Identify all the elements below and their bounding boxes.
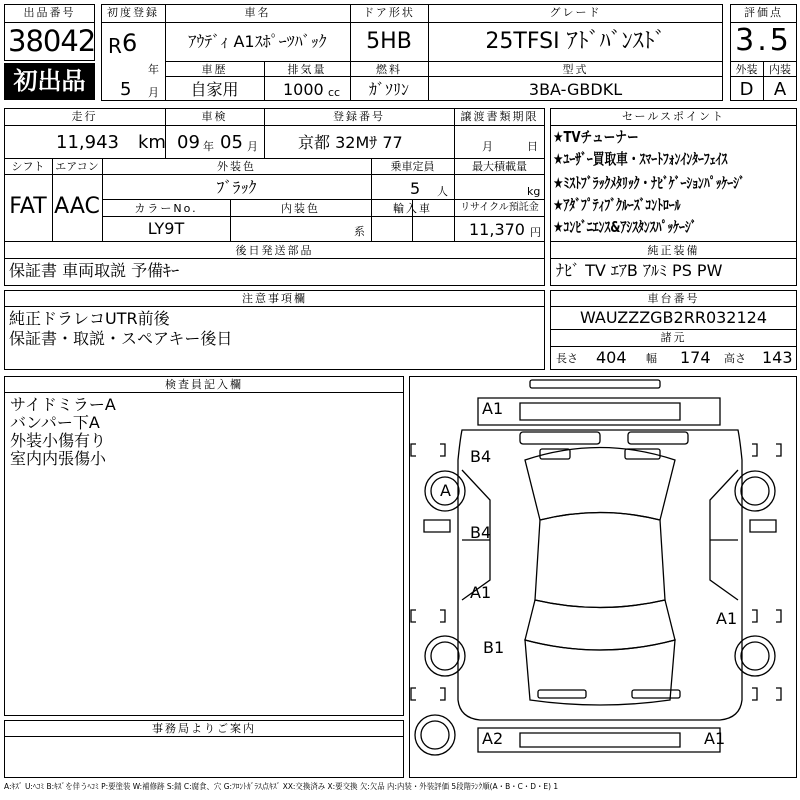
sales-points-label: セールスポイント bbox=[621, 110, 725, 123]
sales-point-item: ★ｺﾝﾋﾞﾆｴﾝｽ&ｱｼｽﾀﾝｽﾊﾟｯｹｰｼﾞ bbox=[553, 218, 697, 236]
inspector-line: サイドミラーA bbox=[10, 395, 116, 414]
exterior-label: 外装 bbox=[735, 63, 758, 76]
inspector-line: 室内内張傷小 bbox=[10, 449, 107, 468]
lot-number: 38042 bbox=[8, 24, 96, 58]
model-code: 3BA-GBDKL bbox=[528, 80, 623, 99]
mileage: 11,943 bbox=[56, 132, 119, 153]
history: 自家用 bbox=[190, 80, 239, 99]
displacement: 1000 bbox=[283, 80, 324, 99]
inspector-label: 検査員記入欄 bbox=[165, 378, 243, 391]
sales-point-item: ★TVチューナー bbox=[553, 128, 639, 146]
transfer-deadline-label: 譲渡書類期限 bbox=[460, 110, 539, 123]
inspection-label: 車検 bbox=[201, 110, 228, 123]
inspector-line: バンパー下A bbox=[10, 413, 100, 432]
first-reg-month-unit: 月 bbox=[148, 86, 159, 99]
genuine-equipment-label: 純正装備 bbox=[647, 244, 700, 257]
inspection-year-unit: 年 bbox=[203, 140, 214, 153]
first-reg-year-unit: 年 bbox=[148, 63, 159, 76]
mileage-unit: km bbox=[138, 132, 166, 153]
first-reg-year: 6 bbox=[122, 29, 138, 57]
displacement-unit: cc bbox=[328, 86, 341, 99]
length-value: 404 bbox=[596, 348, 627, 367]
chassis-number: WAUZZZGB2RR032124 bbox=[579, 308, 768, 327]
mileage-label: 走行 bbox=[71, 110, 98, 123]
genuine-equipment: ﾅﾋﾞ TV ｴｱB ｱﾙﾐ PS PW bbox=[556, 261, 723, 280]
legend: A:ｷｽﾞ U:ﾍｺﾐ B:ｷｽﾞを伴うﾍｺﾐ P:要塗装 W:補修跡 S:錆 C:腐食、穴 G:ﾌﾛﾝﾄｶﾞﾗｽ点ｷｽﾞ XX:交換済み X:要交換 欠:欠品 内:内装・外装評価 5段階ﾗﾝｸ順(A・B・C・D・E) 1 bbox=[4, 782, 559, 791]
grade-label: グレード bbox=[549, 6, 602, 19]
int-color-suffix: 系 bbox=[354, 225, 365, 238]
transfer-month-unit: 月 bbox=[482, 140, 493, 153]
later-parts-label: 後日発送部品 bbox=[235, 244, 314, 257]
door-type: 5HB bbox=[366, 29, 412, 54]
recycle-label: リサイクル預託金 bbox=[460, 202, 539, 213]
recycle-unit: 円 bbox=[530, 226, 541, 239]
history-label: 車歴 bbox=[201, 63, 228, 76]
damage-mark-front: A1 bbox=[482, 399, 504, 418]
ext-color-label: 外装色 bbox=[217, 160, 256, 173]
damage-mark-left-mid: B4 bbox=[470, 523, 492, 542]
grade: 25TFSI ｱﾄﾞﾊﾞﾝｽﾄﾞ bbox=[485, 29, 666, 54]
damage-mark-rear-left: A2 bbox=[482, 729, 504, 748]
sales-point-item: ★ﾐｽﾄﾌﾞﾗｯｸﾒﾀﾘｯｸ・ﾅﾋﾞｹﾞｰｼｮﾝﾊﾟｯｹｰｼﾞ bbox=[553, 174, 745, 192]
capacity-unit: 人 bbox=[437, 185, 448, 198]
lot-number-label: 出品番号 bbox=[23, 6, 76, 19]
color-no-label: カラーNo. bbox=[134, 202, 198, 215]
damage-mark-left-rear: B1 bbox=[483, 638, 505, 657]
score-label: 評価点 bbox=[744, 6, 783, 19]
damage-mark-right-lower: A1 bbox=[716, 609, 738, 628]
interior-label: 内装 bbox=[769, 63, 791, 76]
capacity-label: 乗車定員 bbox=[390, 160, 435, 173]
first-reg-era: R bbox=[108, 34, 122, 58]
height-label: 高さ bbox=[724, 352, 746, 365]
shift-label: シフト bbox=[11, 160, 45, 173]
car-name-label: 車名 bbox=[244, 6, 271, 19]
int-color-label: 内装色 bbox=[281, 202, 320, 215]
recycle-value: 11,370 bbox=[469, 220, 525, 239]
notes-label: 注意事項欄 bbox=[242, 292, 307, 305]
first-reg-label: 初度登録 bbox=[107, 6, 159, 19]
width-value: 174 bbox=[680, 348, 711, 367]
color-no: LY9T bbox=[147, 219, 185, 238]
dimensions-label: 諸元 bbox=[660, 331, 687, 344]
displacement-label: 排気量 bbox=[287, 63, 327, 76]
load-unit: kg bbox=[527, 185, 541, 198]
car-name: ｱｳﾃﾞｨ A1ｽﾎﾟｰﾂﾊﾞｯｸ bbox=[188, 32, 327, 51]
later-parts: 保証書 車両取説 予備ｷｰ bbox=[9, 261, 180, 280]
height-value: 143 bbox=[762, 348, 793, 367]
aircon-type: AAC bbox=[54, 194, 100, 219]
damage-mark-rear-right: A1 bbox=[704, 729, 726, 748]
plate-number: 京都 32Mｻ 77 bbox=[298, 133, 403, 152]
aircon-label: エアコン bbox=[55, 160, 99, 173]
transfer-day-unit: 日 bbox=[527, 140, 538, 153]
damage-mark-left-top: B4 bbox=[470, 447, 492, 466]
import-label: 輸入車 bbox=[393, 202, 432, 215]
notes-line: 純正ドラレコUTR前後 bbox=[9, 309, 170, 328]
score-value: 3.5 bbox=[735, 23, 792, 58]
inspection-month-unit: 月 bbox=[247, 140, 258, 153]
inspection-year: 09 bbox=[177, 132, 200, 153]
fuel: ｶﾞｿﾘﾝ bbox=[368, 80, 409, 99]
exterior-grade: D bbox=[739, 79, 754, 100]
width-label: 幅 bbox=[646, 352, 657, 365]
interior-grade: A bbox=[773, 79, 787, 100]
office-label: 事務局よりご案内 bbox=[152, 722, 256, 735]
sales-point-item: ★ｱﾀﾞﾌﾟﾃｨﾌﾞｸﾙｰｽﾞｺﾝﾄﾛｰﾙ bbox=[553, 196, 681, 214]
model-label: 型式 bbox=[562, 63, 589, 76]
first-listing-text: 初出品 bbox=[13, 67, 86, 95]
capacity: 5 bbox=[410, 179, 421, 198]
plate-label: 登録番号 bbox=[333, 110, 385, 123]
damage-mark-left-lower: A1 bbox=[470, 583, 492, 602]
inspector-line: 外装小傷有り bbox=[10, 431, 107, 450]
notes-line: 保証書・取説・スペアキー後日 bbox=[9, 329, 233, 348]
chassis-label: 車台番号 bbox=[647, 292, 700, 305]
door-label: ドア形状 bbox=[363, 6, 415, 19]
load-label: 最大積載量 bbox=[472, 160, 527, 173]
length-label: 長さ bbox=[556, 352, 578, 365]
fuel-label: 燃料 bbox=[376, 63, 402, 76]
sales-point-item: ★ﾕｰｻﾞｰ買取車・ｽﾏｰﾄﾌｫﾝｲﾝﾀｰﾌｪｲｽ bbox=[553, 150, 728, 168]
inspection-month: 05 bbox=[220, 132, 243, 153]
damage-mark-left-wheel: A bbox=[440, 481, 451, 500]
ext-color: ﾌﾞﾗｯｸ bbox=[216, 178, 257, 197]
first-reg-month: 5 bbox=[120, 79, 132, 100]
shift-type: FAT bbox=[9, 194, 47, 219]
